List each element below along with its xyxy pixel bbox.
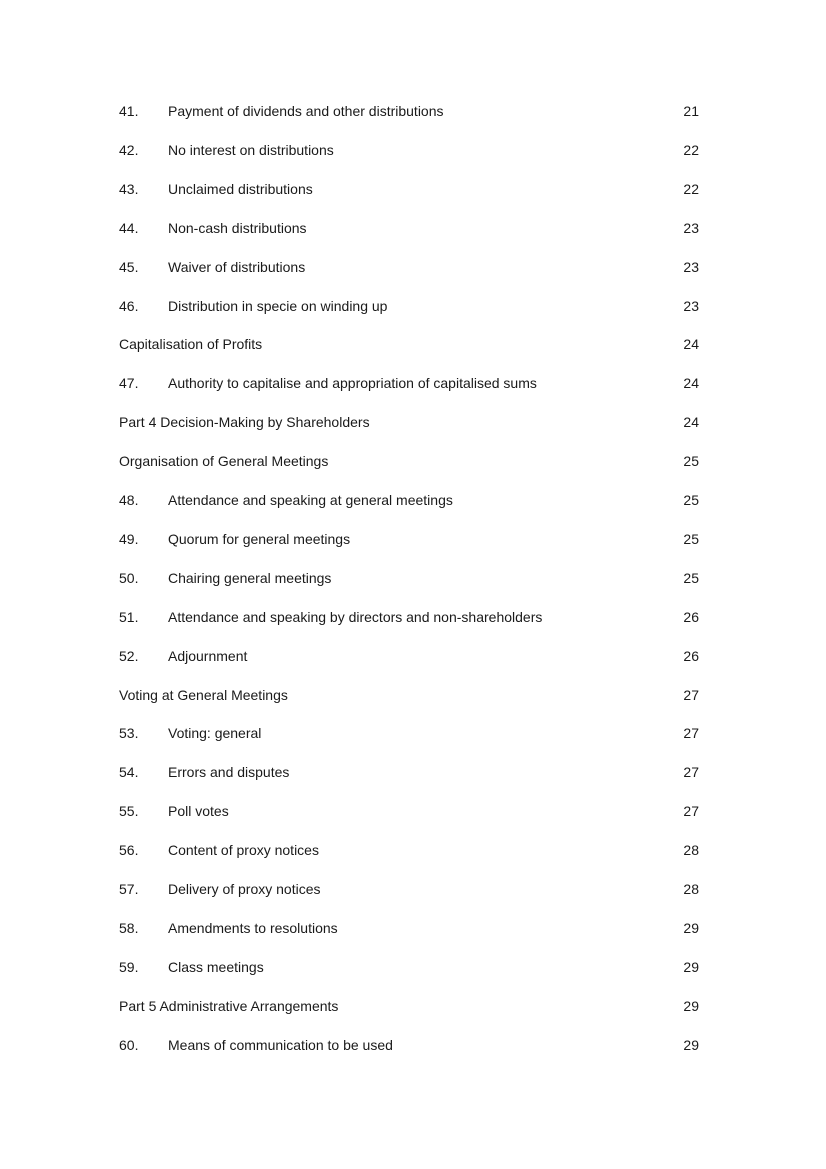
toc-entry-title: Voting: general — [168, 725, 262, 741]
toc-entry-title: Part 5 Administrative Arrangements — [119, 998, 339, 1014]
toc-entry-number: 42. — [119, 142, 139, 158]
toc-entry-page-number: 22 — [683, 142, 699, 158]
toc-entry-page-number: 28 — [683, 842, 699, 858]
toc-entry-page-number: 29 — [683, 959, 699, 975]
toc-entry[interactable] — [119, 646, 699, 666]
toc-entry[interactable] — [119, 607, 699, 627]
toc-entry[interactable] — [119, 490, 699, 510]
toc-entry-title: Authority to capitalise and appropriation of capitalised sums — [168, 375, 537, 391]
toc-entry-title: Payment of dividends and other distributions — [168, 103, 444, 119]
toc-entry-number: 59. — [119, 959, 139, 975]
toc-entry-page-number: 26 — [683, 609, 699, 625]
toc-entry-title: Means of communication to be used — [168, 1037, 393, 1053]
toc-entry[interactable] — [119, 101, 699, 121]
toc-entry-page-number: 28 — [683, 881, 699, 897]
toc-entry-title: Capitalisation of Profits — [119, 336, 263, 352]
toc-entry-page-number: 26 — [683, 648, 699, 664]
toc-entry-title: Chairing general meetings — [168, 570, 332, 586]
toc-entry-page-number: 23 — [683, 259, 699, 275]
toc-entry-title: Poll votes — [168, 803, 229, 819]
toc-entry[interactable] — [119, 918, 699, 938]
toc-entry-title: Attendance and speaking at general meetings — [168, 492, 453, 508]
toc-entry-page-number: 21 — [683, 103, 699, 119]
toc-entry-title: Delivery of proxy notices — [168, 881, 321, 897]
toc-entry-page-number: 29 — [683, 1037, 699, 1053]
toc-section-heading[interactable] — [119, 334, 699, 354]
toc-entry[interactable] — [119, 801, 699, 821]
toc-entry-number: 56. — [119, 842, 139, 858]
toc-entry-number: 53. — [119, 725, 139, 741]
toc-entry-number: 43. — [119, 181, 139, 197]
toc-entry-number: 57. — [119, 881, 139, 897]
toc-section-heading[interactable] — [119, 685, 699, 705]
toc-entry-page-number: 23 — [683, 220, 699, 236]
toc-entry[interactable] — [119, 529, 699, 549]
toc-entry[interactable] — [119, 840, 699, 860]
toc-entry[interactable] — [119, 957, 699, 977]
toc-entry[interactable] — [119, 373, 699, 393]
toc-entry-title: Content of proxy notices — [168, 842, 319, 858]
toc-entry-page-number: 23 — [683, 298, 699, 314]
toc-entry-page-number: 27 — [683, 687, 699, 703]
toc-entry-number: 47. — [119, 375, 139, 391]
toc-entry[interactable] — [119, 762, 699, 782]
toc-section-heading[interactable] — [119, 996, 699, 1016]
toc-entry[interactable] — [119, 723, 699, 743]
toc-entry-title: Organisation of General Meetings — [119, 453, 329, 469]
toc-entry[interactable] — [119, 179, 699, 199]
toc-entry-number: 44. — [119, 220, 139, 236]
toc-entry-number: 60. — [119, 1037, 139, 1053]
toc-entry[interactable] — [119, 218, 699, 238]
toc-entry-number: 48. — [119, 492, 139, 508]
toc-entry-page-number: 27 — [683, 764, 699, 780]
toc-entry-title: Voting at General Meetings — [119, 687, 288, 703]
toc-entry-number: 58. — [119, 920, 139, 936]
toc-entry-number: 55. — [119, 803, 139, 819]
toc-entry-page-number: 25 — [683, 531, 699, 547]
toc-entry-number: 45. — [119, 259, 139, 275]
toc-section-heading[interactable] — [119, 412, 699, 432]
toc-entry-title: Adjournment — [168, 648, 248, 664]
toc-entry-title: Class meetings — [168, 959, 264, 975]
toc-entry-title: Quorum for general meetings — [168, 531, 351, 547]
toc-entry[interactable] — [119, 296, 699, 316]
toc-entry-page-number: 25 — [683, 492, 699, 508]
toc-entry-page-number: 24 — [683, 414, 699, 430]
toc-entry-number: 51. — [119, 609, 139, 625]
toc-entry-number: 50. — [119, 570, 139, 586]
toc-entry[interactable] — [119, 257, 699, 277]
toc-entry-page-number: 22 — [683, 181, 699, 197]
toc-entry-page-number: 24 — [683, 375, 699, 391]
toc-entry-number: 41. — [119, 103, 139, 119]
toc-entry-title: Waiver of distributions — [168, 259, 306, 275]
toc-entry-number: 49. — [119, 531, 139, 547]
toc-entry-title: Errors and disputes — [168, 764, 290, 780]
toc-section-heading[interactable] — [119, 451, 699, 471]
toc-entry-page-number: 25 — [683, 453, 699, 469]
toc-entry-page-number: 25 — [683, 570, 699, 586]
toc-entry[interactable] — [119, 879, 699, 899]
toc-entry-number: 46. — [119, 298, 139, 314]
toc-entry-title: Part 4 Decision-Making by Shareholders — [119, 414, 370, 430]
toc-entry-title: Amendments to resolutions — [168, 920, 338, 936]
toc-entry-number: 54. — [119, 764, 139, 780]
toc-entry-title: Non-cash distributions — [168, 220, 307, 236]
toc-entry[interactable] — [119, 568, 699, 588]
toc-entry-page-number: 27 — [683, 803, 699, 819]
toc-entry-page-number: 24 — [683, 336, 699, 352]
toc-entry[interactable] — [119, 1035, 699, 1055]
toc-entry[interactable] — [119, 140, 699, 160]
toc-entry-page-number: 27 — [683, 725, 699, 741]
toc-entry-title: Unclaimed distributions — [168, 181, 313, 197]
toc-entry-title: Distribution in specie on winding up — [168, 298, 388, 314]
toc-entry-title: No interest on distributions — [168, 142, 334, 158]
toc-entry-page-number: 29 — [683, 998, 699, 1014]
toc-entry-number: 52. — [119, 648, 139, 664]
toc-entry-page-number: 29 — [683, 920, 699, 936]
toc-entry-title: Attendance and speaking by directors and non-shareholders — [168, 609, 543, 625]
